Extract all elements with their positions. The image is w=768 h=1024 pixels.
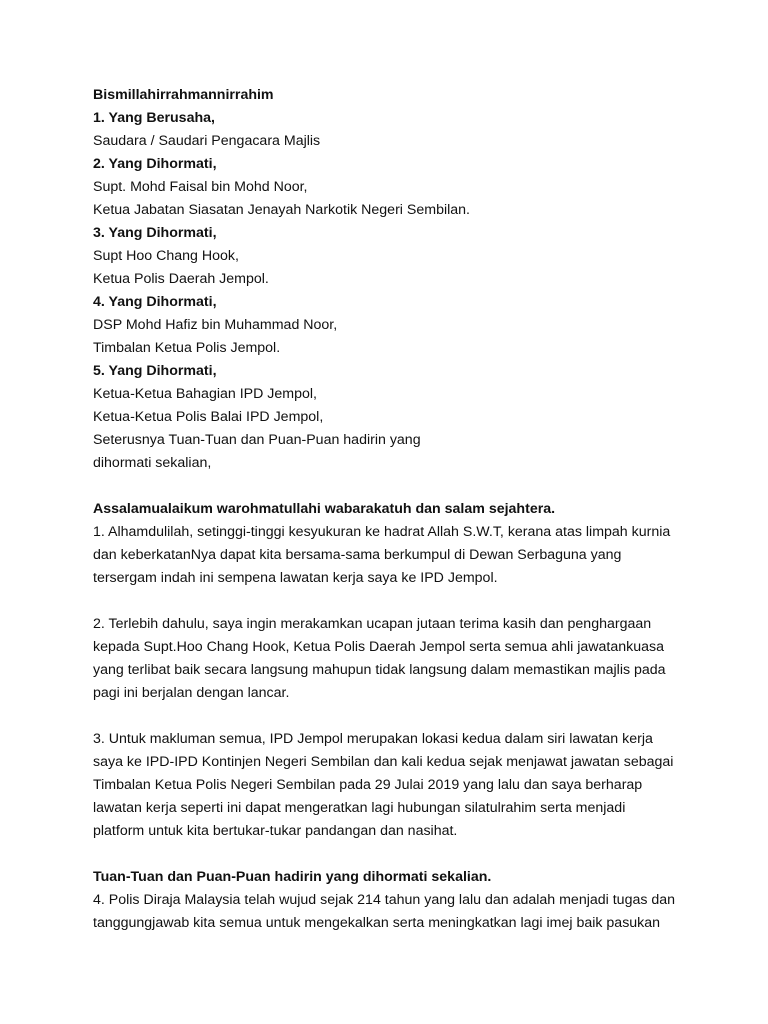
paragraph-spacer [93, 705, 693, 728]
opening-line: Bismillahirrahmannirrahim [93, 87, 274, 103]
salutation-heading: 3. Yang Dihormati, [93, 225, 217, 241]
salutation-heading: 5. Yang Dihormati, [93, 363, 217, 379]
paragraph-3-line: 3. Untuk makluman semua, IPD Jempol merupakan lokasi kedua dalam siri lawatan kerja [93, 731, 653, 747]
speech-document [93, 84, 693, 935]
salutation-heading: 4. Yang Dihormati, [93, 294, 217, 310]
paragraph-2-line: 2. Terlebih dahulu, saya ingin merakamkan ucapan jutaan terima kasih dan penghargaan [93, 616, 652, 632]
salutation-line: Supt Hoo Chang Hook, [93, 248, 239, 264]
paragraph-3-line: Timbalan Ketua Polis Negeri Sembilan pada 29 Julai 2019 yang lalu dan saya berharap [93, 777, 643, 793]
salutation-line: Ketua-Ketua Polis Balai IPD Jempol, [93, 409, 324, 425]
paragraph-spacer [93, 475, 693, 498]
paragraph-2-line: yang terlibat baik secara langsung mahupun tidak langsung dalam memastikan majlis pada [93, 662, 666, 678]
salutation-heading: 2. Yang Dihormati, [93, 156, 217, 172]
paragraph-1-line: dan keberkatanNya dapat kita bersama-sama berkumpul di Dewan Serbaguna yang [93, 547, 622, 563]
paragraph-2-line: kepada Supt.Hoo Chang Hook, Ketua Polis Daerah Jempol serta semua ahli jawatankuasa [93, 639, 664, 655]
paragraph-3-line: lawatan kerja seperti ini dapat mengeratkan lagi hubungan silatulrahim serta menjadi [93, 800, 626, 816]
paragraph-3-line: saya ke IPD-IPD Kontinjen Negeri Sembilan dan kali kedua sejak menjawat jawatan sebagai [93, 754, 674, 770]
salutation-line: DSP Mohd Hafiz bin Muhammad Noor, [93, 317, 338, 333]
paragraph-2-line: pagi ini berjalan dengan lancar. [93, 685, 290, 701]
paragraph-3-line: platform untuk kita bertukar-tukar pandangan dan nasihat. [93, 823, 458, 839]
greeting-heading: Assalamualaikum warohmatullahi wabarakatuh dan salam sejahtera. [93, 501, 556, 517]
salutation-line: dihormati sekalian, [93, 455, 212, 471]
salutation-line: Ketua-Ketua Bahagian IPD Jempol, [93, 386, 317, 402]
paragraph-spacer [93, 843, 693, 866]
paragraph-1-line: 1. Alhamdulilah, setinggi-tinggi kesyukuran ke hadrat Allah S.W.T, kerana atas limpah kurnia [93, 524, 671, 540]
paragraph-4-line: tanggungjawab kita semua untuk mengekalkan serta meningkatkan lagi imej baik pasukan [93, 915, 661, 931]
salutation-line: Timbalan Ketua Polis Jempol. [93, 340, 281, 356]
salutation-heading: 1. Yang Berusaha, [93, 110, 215, 126]
salutation-line: Ketua Jabatan Siasatan Jenayah Narkotik Negeri Sembilan. [93, 202, 470, 218]
salutation-line: Supt. Mohd Faisal bin Mohd Noor, [93, 179, 308, 195]
salutation-line: Saudara / Saudari Pengacara Majlis [93, 133, 321, 149]
paragraph-spacer [93, 590, 693, 613]
paragraph-1-line: tersergam indah ini sempena lawatan kerja saya ke IPD Jempol. [93, 570, 498, 586]
salutation-line: Ketua Polis Daerah Jempol. [93, 271, 269, 287]
address-heading: Tuan-Tuan dan Puan-Puan hadirin yang dihormati sekalian. [93, 869, 492, 885]
paragraph-4-line: 4. Polis Diraja Malaysia telah wujud sejak 214 tahun yang lalu dan adalah menjadi tugas dan [93, 892, 676, 908]
salutation-line: Seterusnya Tuan-Tuan dan Puan-Puan hadirin yang [93, 432, 421, 448]
